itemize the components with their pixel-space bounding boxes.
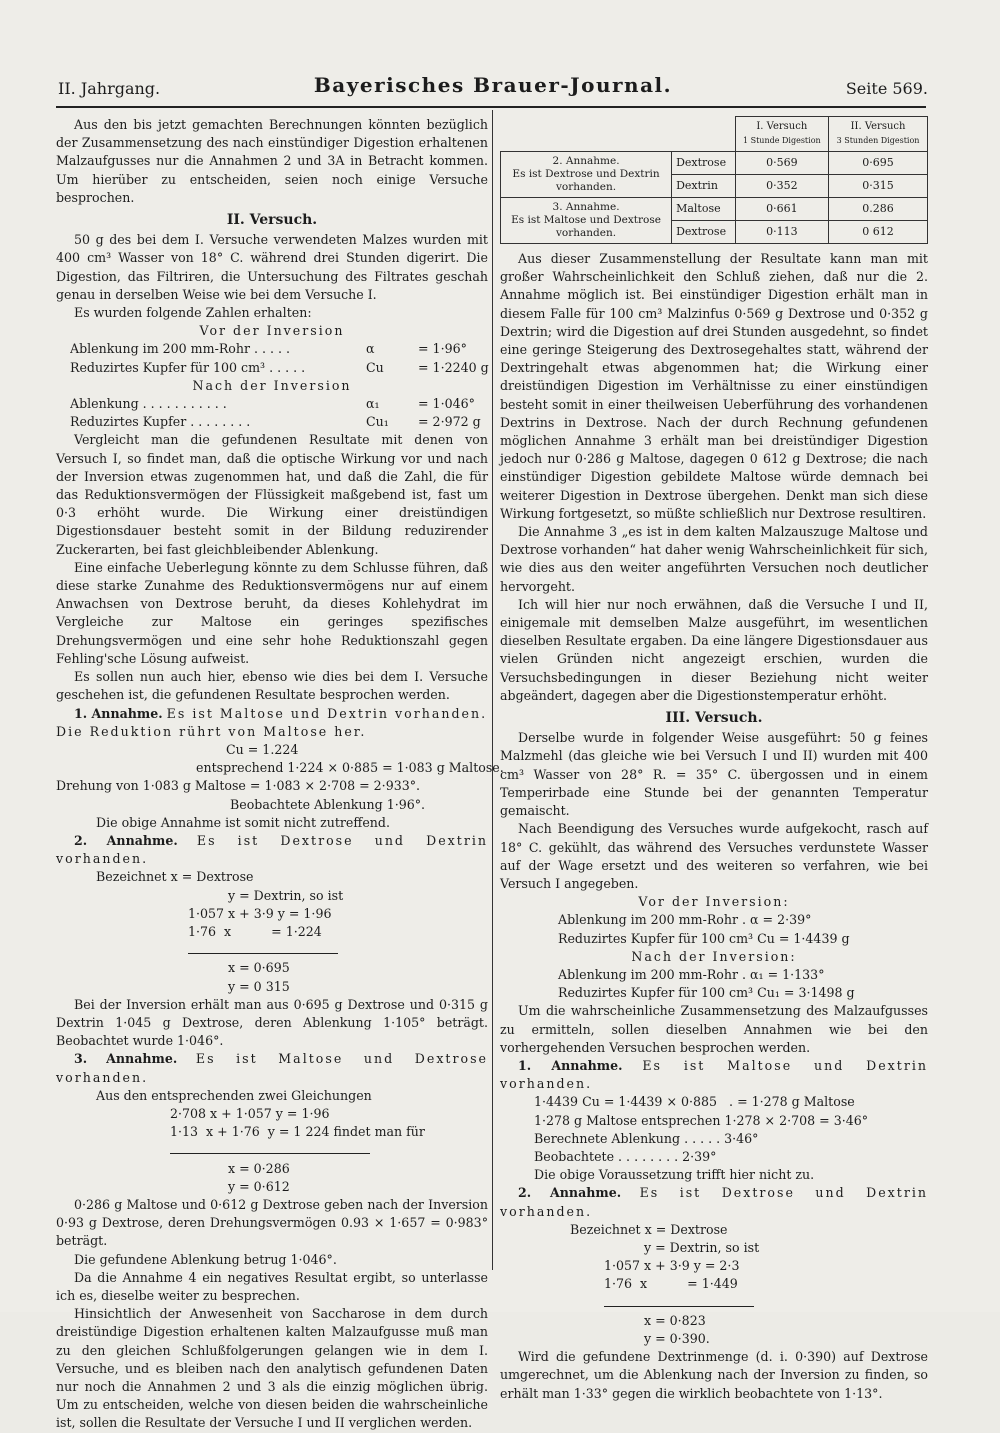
table-header: I. Versuch 1 Stunde Digestion — [735, 117, 828, 152]
subheading-nach-inversion: Nach der Inversion: — [631, 948, 797, 964]
row-group-label: 2. Annahme. Es ist Dextrose und Dextrin vorhanden. — [501, 152, 672, 198]
measurement-row: Ablenkung . . . . . . . . . . . α₁ = 1·046° — [70, 396, 475, 412]
equation-line: y = 0·390. — [644, 1330, 710, 1346]
equation-line: Bezeichnet x = Dextrose — [570, 1221, 728, 1237]
measurement-row: Reduzirtes Kupfer für 100 cm³ . . . . . Cu = 1·2240 g — [70, 359, 489, 375]
table-row: 2. Annahme. Es ist Dextrose und Dextrin vorhanden. Dextrose 0·569 0·695 — [501, 152, 928, 175]
page-number: Seite 569. — [845, 79, 928, 98]
paragraph: Eine einfache Ueberlegung könnte zu dem Schlusse führen, daß diese starke Zunahme des Reduktionsvermögens nur auf einem Anwachsen von Dextrose beruht, da dieses Kohlehydrat im Vergleiche zur Maltose ein geringes spezifisches Drehungsvermögen und eine sehr hohe Reduktionszahl gegen Fehling'sche Lösung aufweist. — [56, 559, 488, 666]
paragraph: Nach Beendigung des Versuches wurde aufgekocht, rasch auf 18° C. gekühlt, das während des Versuches verdunstete Wasser auf der Wage ersetzt und des weiteren so verfahren, wie bei Versuch I angegeben. — [500, 821, 928, 891]
paragraph: Aus dieser Zusammenstellung der Resultate kann man mit großer Wahrscheinlichkeit den Schluß ziehen, daß nur die 2. Annahme möglich ist. Bei einstündiger Digestion erhält man in diesem Falle für 100 cm³ Malzinfus 0·569 g Dextrose und 0·352 g Dextrin; wird die Digestion auf drei Stunden ausgedehnt, so findet eine geringe Steigerung des Dextrosegehaltes statt, während der Dextringehalt etwas abgenommen hat; die Wirkung einer dreistündigen Digestion im Verhältnisse zu einer einstündigen besteht somit in einer theilweisen Ueberführung des vorhandenen Dextrins in Dextrose. Nach der durch Rechnung gefundenen möglichen Annahme 3 erhält man bei dreistündiger Digestion jedoch nur 0·286 g Maltose, dagegen 0 612 g Dextrose; die nach einstündiger Digestion gebildete Maltose würde demnach bei weiterer Digestion in Dextrose übergehen. Denkt man sich diese Wirkung fortgesetzt, so müßte schließlich nur Dextrose resultiren. — [500, 251, 928, 521]
equation-line: Die obige Annahme ist somit nicht zutreffend. — [96, 814, 390, 830]
equation-line: Beobachtete . . . . . . . . 2·39° — [534, 1148, 717, 1164]
annahme-2: 2. Annahme. Es ist Dextrose und Dextrin vorhanden. — [500, 1185, 928, 1219]
equation-line: Bezeichnet x = Dextrose — [96, 869, 254, 885]
header-rule — [56, 106, 926, 108]
equation-line: 1·057 x + 3·9 y = 1·96 — [188, 905, 332, 921]
equation-line: 2·708 x + 1·057 y = 1·96 — [170, 1105, 330, 1121]
equation-line: Die Reduktion rührt von Maltose her. — [56, 723, 367, 739]
paragraph: Wird die gefundene Dextrinmenge (d. i. 0·390) auf Dextrose umgerechnet, um die Ablenkung nach der Inversion zu finden, so erhält man 1·33° gegen die wirklich beobachtete von 1·13°. — [500, 1349, 928, 1401]
equation-line: 1·057 x + 3·9 y = 2·3 — [604, 1258, 740, 1274]
equation-line: 1·13 x + 1·76 y = 1 224 findet man für — [170, 1124, 425, 1140]
column-divider — [492, 110, 493, 1270]
comparison-table — [500, 116, 928, 244]
measurement-row: Ablenkung im 200 mm-Rohr . α = 2·39° — [558, 912, 812, 928]
equation-rule — [56, 1141, 488, 1159]
table-row: Dextrin 0·352 0·315 — [501, 175, 928, 198]
equation-line: Aus den entsprechenden zwei Gleichungen — [96, 1087, 372, 1103]
table-row: 3. Annahme. Es ist Maltose und Dextrose vorhanden. Maltose 0·661 0.286 — [501, 198, 928, 221]
equation-line: y = Dextrin, so ist — [228, 887, 344, 903]
equation-line: Berechnete Ablenkung . . . . . 3·46° — [534, 1130, 759, 1146]
equation-line: 1·76 x = 1·449 — [604, 1276, 738, 1292]
equation-line: entsprechend 1·224 × 0·885 = 1·083 g Maltose. — [196, 760, 504, 776]
equation-line: Beobachtete Ablenkung 1·96°. — [230, 796, 426, 812]
equation-line: y = 0·612 — [228, 1178, 290, 1194]
equation-line: y = 0 315 — [228, 978, 290, 994]
table-header: II. Versuch 3 Stunden Digestion — [829, 117, 928, 152]
paragraph: 50 g des bei dem I. Versuche verwendeten Malzes wurden mit 400 cm³ Wasser von 18° C. während drei Stunden digerirt. Die Digestion, das Filtriren, die Untersuchung des Filtrates geschah genau in derselben Weise wie bei dem Versuche I. — [56, 232, 488, 302]
equation-line: Die obige Voraussetzung trifft hier nicht zu. — [534, 1167, 815, 1183]
section-heading-versuch-3: III. Versuch. — [665, 710, 763, 727]
paragraph: Um die wahrscheinliche Zusammensetzung des Malzaufgusses zu ermitteln, sollen dieselben Annahmen wie bei den vorhergehenden Versuchen besprochen werden. — [500, 1003, 928, 1055]
annahme-1: 1. Annahme. Es ist Maltose und Dextrin vorhanden. — [74, 705, 488, 721]
paragraph: Hinsichtlich der Anwesenheit von Saccharose in dem durch dreistündige Digestion erhaltenen kalten Malzaufgusse muß man zu den gleichen Schlußfolgerungen gelangen wie in dem I. Versuche, und es bleiben nach den analytisch gefundenen Daten nur noch die Annahmen 2 und 3 als die einzig möglichen übrig. Um zu entscheiden, welche von diesen beiden die wahrscheinliche ist, sollen die Resultate der Versuche I und II verglichen werden. — [56, 1306, 488, 1431]
paragraph: Bei der Inversion erhält man aus 0·695 g Dextrose und 0·315 g Dextrin 1·045 g Dextrose, deren Ablenkung 1·105° beträgt. Beobachtet wurde 1·046°. — [56, 996, 488, 1049]
paragraph: Es wurden folgende Zahlen erhalten: — [74, 305, 312, 321]
paragraph: Ich will hier nur noch erwähnen, daß die Versuche I und II, einigemale mit demselben Malze ausgeführt, im wesentlichen dieselben Resultate ergaben. Da eine längere Digestionsdauer aus vielen Gründen nicht angezeigt erschien, wurden die Versuchsbedingungen in dieser Beziehung nicht weiter abgeändert, dagegen aber die Digestionstemperatur erhöht. — [500, 596, 928, 703]
equation-line: x = 0·823 — [644, 1312, 706, 1328]
paragraph: Da die Annahme 4 ein negatives Resultat ergibt, so unterlasse ich es, dieselbe weiter zu besprechen. — [56, 1269, 488, 1303]
measurement-row: Ablenkung im 200 mm-Rohr . α₁ = 1·133° — [558, 966, 825, 982]
page-header — [58, 73, 928, 102]
volume-label: II. Jahrgang. — [58, 79, 161, 98]
table-row: Dextrose 0·113 0 612 — [501, 221, 928, 244]
equation-line: Cu = 1.224 — [226, 741, 299, 757]
subheading-vor-inversion: Vor der Inversion — [199, 323, 345, 339]
subheading-nach-inversion: Nach der Inversion — [192, 377, 352, 393]
measurement-row: Ablenkung im 200 mm-Rohr . . . . . α = 1·96° — [70, 341, 467, 357]
paragraph: Es sollen nun auch hier, ebenso wie dies bei dem I. Versuche geschehen ist, die gefundenen Resultate besprochen werden. — [56, 669, 488, 703]
section-heading-versuch-2: II. Versuch. — [226, 212, 318, 229]
measurement-row: Reduzirtes Kupfer für 100 cm³ Cu₁ = 3·1498 g — [558, 985, 855, 1001]
measurement-row: Reduzirtes Kupfer . . . . . . . . Cu₁ = 2·972 g — [70, 414, 481, 430]
equation-line: x = 0·695 — [228, 960, 290, 976]
equation-line: 1·76 x = 1·224 — [188, 923, 322, 939]
equation-rule — [500, 1294, 928, 1312]
paragraph: Die gefundene Ablenkung betrug 1·046°. — [74, 1251, 337, 1267]
left-column — [56, 116, 504, 1433]
equation-line: Drehung von 1·083 g Maltose = 1·083 × 2·708 = 2·933°. — [56, 778, 421, 794]
row-group-label: 3. Annahme. Es ist Maltose und Dextrose vorhanden. — [501, 198, 672, 244]
paragraph: 0·286 g Maltose und 0·612 g Dextrose geben nach der Inversion 0·93 g Dextrose, deren Drehungsvermögen 0.93 × 1·657 = 0·983° beträgt. — [56, 1196, 488, 1249]
annahme-1: 1. Annahme. Es ist Maltose und Dextrin vorhanden. — [500, 1057, 928, 1092]
measurement-row: Reduzirtes Kupfer für 100 cm³ Cu = 1·4439 g — [558, 930, 850, 946]
journal-title: Bayerisches Brauer-Journal. — [313, 73, 673, 97]
paragraph: Aus den bis jetzt gemachten Berechnungen könnten bezüglich der Zusammensetzung des nach einstündiger Digestion erhaltenen Malzaufgusses nur die Annahmen 2 und 3A in Betracht kommen. Um hierüber zu entscheiden, seien noch einige Versuche besprochen. — [56, 117, 488, 205]
annahme-2: 2. Annahme. Es ist Dextrose und Dextrin vorhanden. — [56, 832, 488, 867]
right-column — [500, 116, 928, 1403]
paragraph: Derselbe wurde in folgender Weise ausgeführt: 50 g feines Malzmehl (das gleiche wie bei Versuch I und II) wurden mit 400 cm³ Wasser von 28° R. = 35° C. übergossen und in einem Temperirbade eine Stunde bei der genannten Temperatur gemaischt. — [500, 730, 928, 819]
annahme-3: 3. Annahme. Es ist Maltose und Dextrose vorhanden. — [56, 1051, 488, 1085]
equation-line: 1·278 g Maltose entsprechen 1·278 × 2·708 = 3·46° — [534, 1112, 869, 1128]
equation-line: y = Dextrin, so ist — [644, 1239, 760, 1255]
equation-line: x = 0·286 — [228, 1160, 290, 1176]
equation-line: 1·4439 Cu = 1·4439 × 0·885 . = 1·278 g Maltose — [534, 1094, 855, 1110]
subheading-vor-inversion: Vor der Inversion: — [638, 894, 790, 910]
equation-rule — [56, 941, 488, 959]
paragraph: Vergleicht man die gefundenen Resultate mit denen von Versuch I, so findet man, daß die optische Wirkung vor und nach der Inversion etwas zugenommen hat, und daß die Zahl, die für das Reduktionsvermögen der Flüssigkeit maßgebend ist, fast um 0·3 erhöht wurde. Die Wirkung einer dreistündigen Digestionsdauer besteht somit in der Bildung reduzirender Zuckerarten, bei fast gleichbleibender Ablenkung. — [56, 432, 488, 557]
paragraph: Die Annahme 3 „es ist in dem kalten Malzauszuge Maltose und Dextrose vorhanden“ hat daher wenig Wahrscheinlichkeit für sich, wie dies aus den weiter angeführten Versuchen noch deutlicher hervorgeht. — [500, 524, 928, 594]
table-header-row — [501, 117, 928, 152]
